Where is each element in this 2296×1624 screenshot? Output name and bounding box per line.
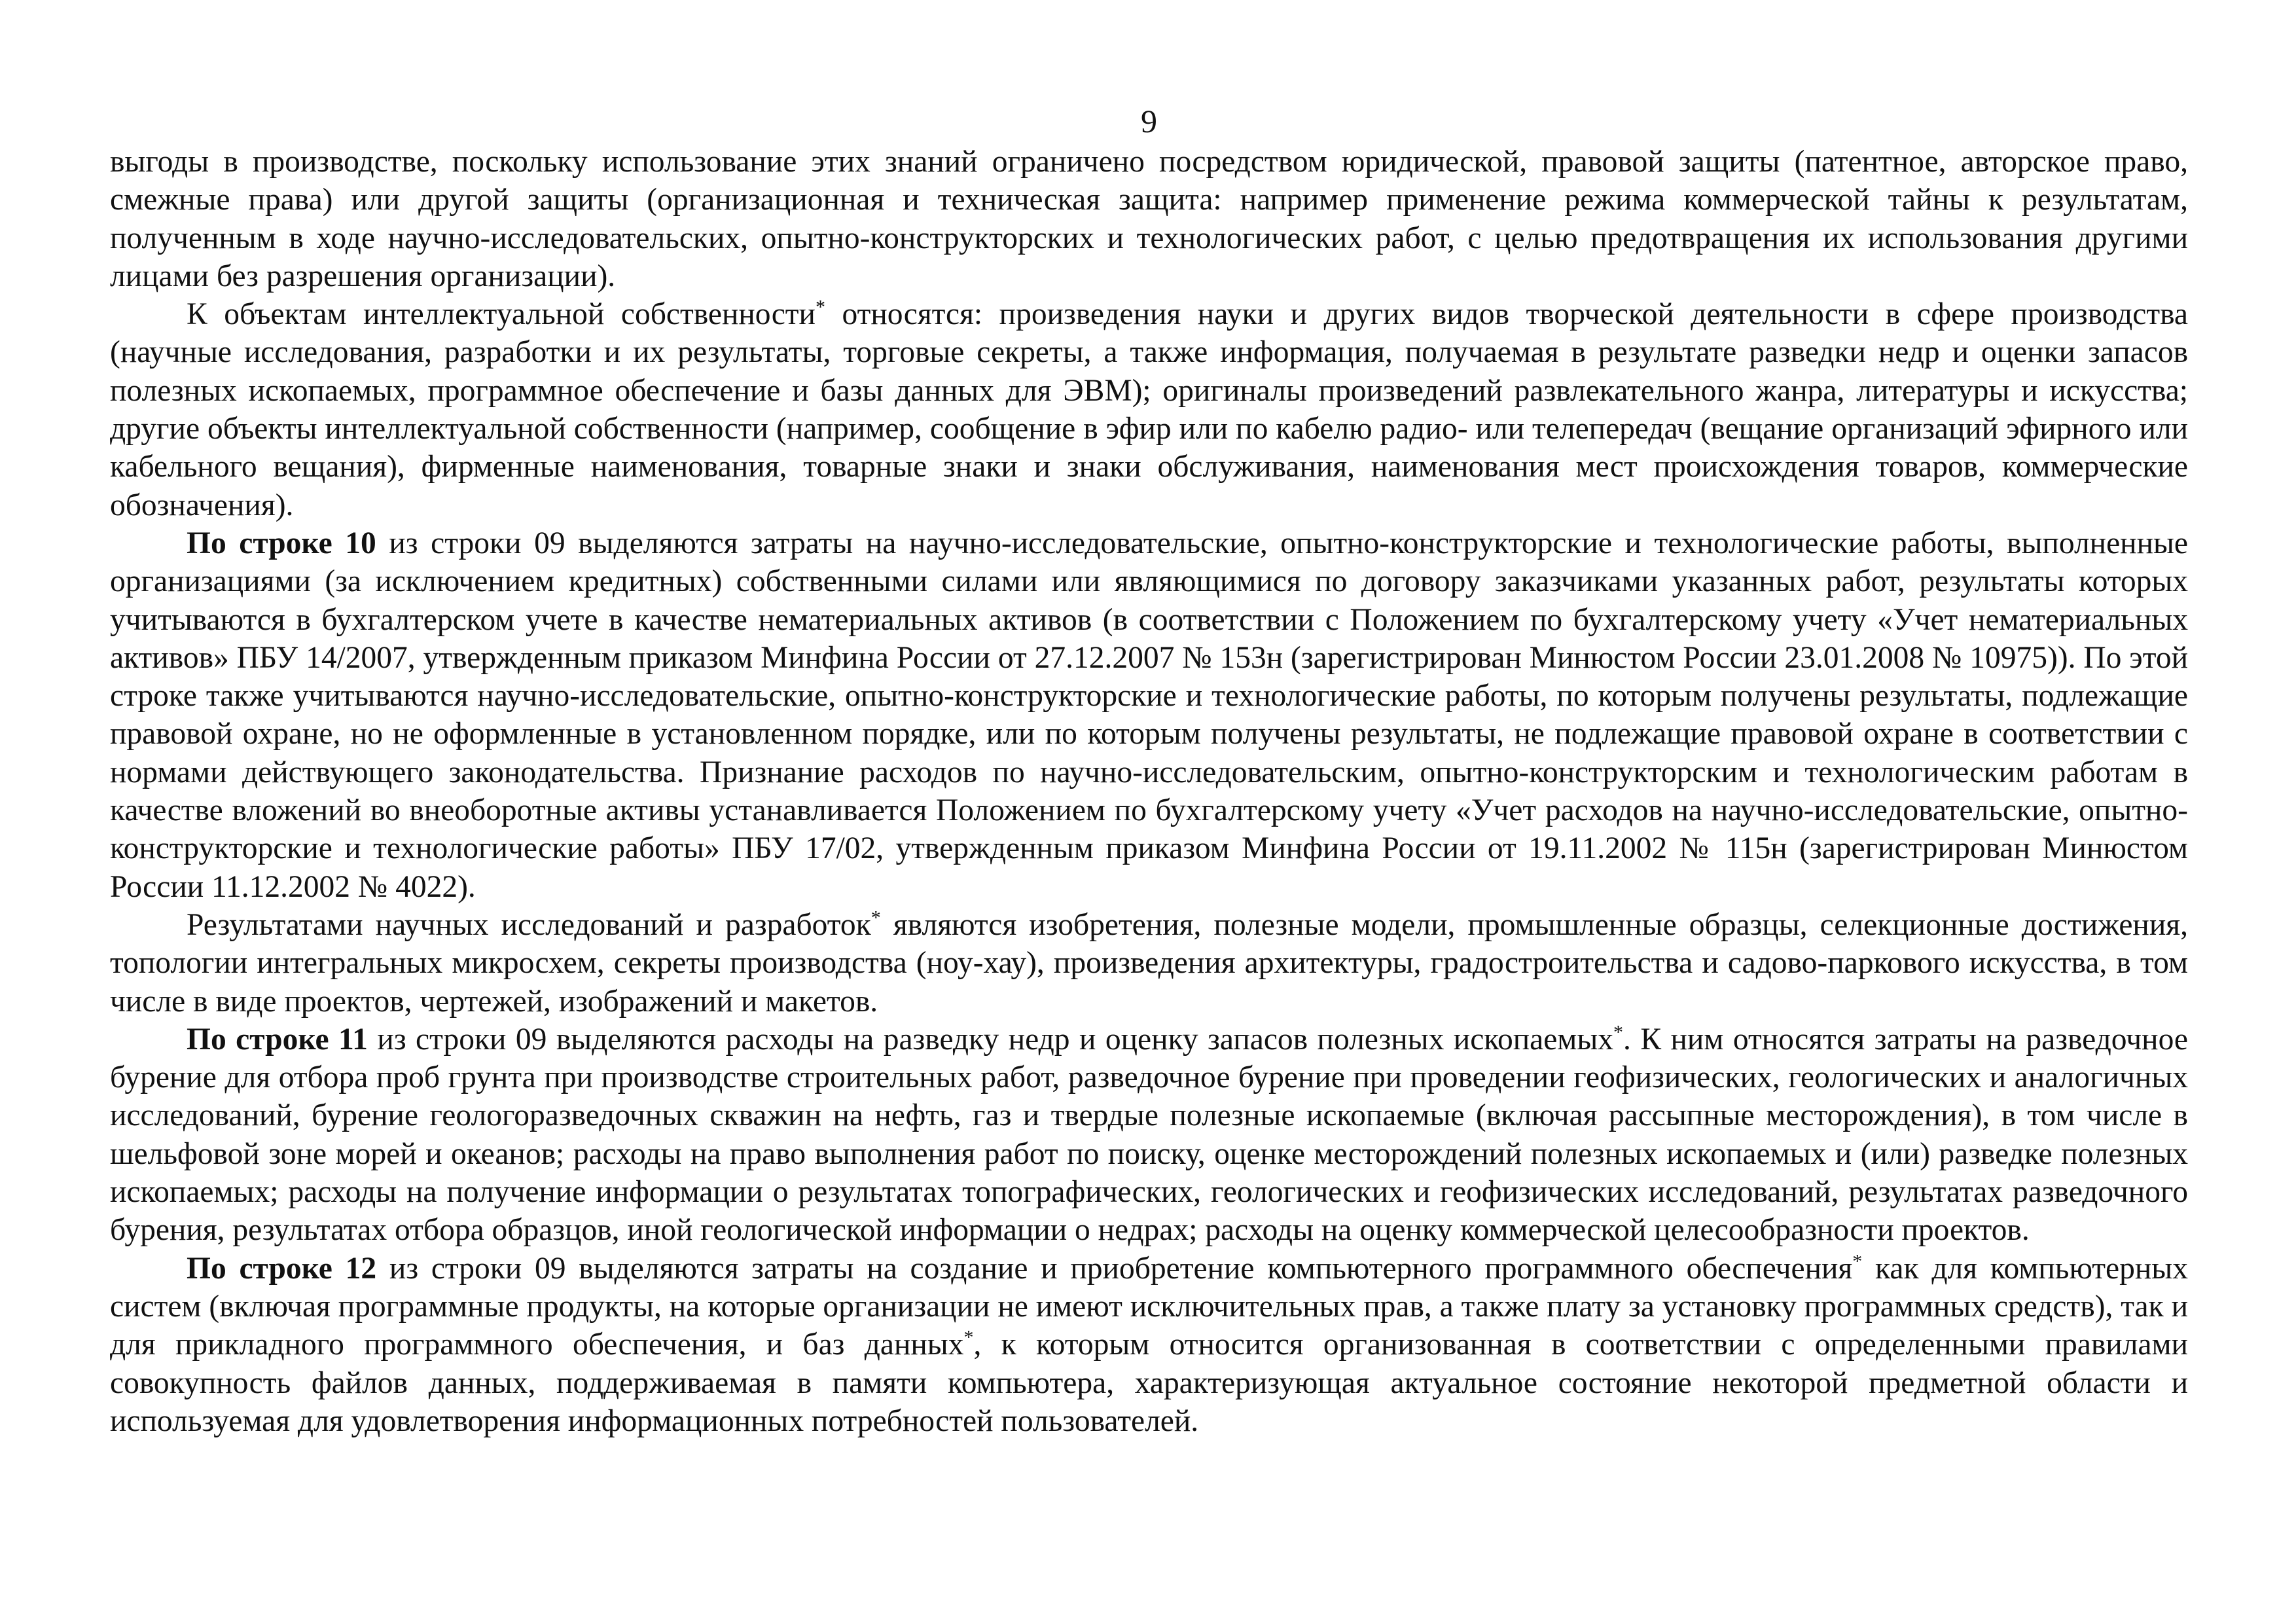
paragraph-line-12: [110, 1250, 2188, 1440]
paragraph-line-10: [110, 524, 2188, 906]
paragraph-intellectual-property-objects: [110, 295, 2188, 524]
paragraph-text: являются изобретения, полезные модели, промышленные образцы, селекционные достижения, топологии интегральных микросхем, секреты производства (ноу-хау), произведения архитектуры, градостроительства и садово-паркового искусства, в том числе в виде проектов, чертежей, изображений и макетов.: [110, 907, 2188, 1019]
footnote-mark: *: [1852, 1250, 1863, 1272]
paragraph-text: из строки 09 выделяются затраты на создание и приобретение компьютерного программного обеспечения: [376, 1251, 1853, 1286]
paragraph-research-results: [110, 906, 2188, 1020]
line-reference-bold: По строке 10: [187, 526, 376, 560]
paragraph-line-11: [110, 1020, 2188, 1250]
paragraph-intellectual-benefits: [110, 143, 2188, 295]
paragraph-text: как для компьютерных систем (включая программные продукты, на которые организации не имеют исключительных прав, а также плату за установку программных средств), так и для прикладного программного обеспечения, и баз данных: [110, 1251, 2188, 1362]
paragraph-text: из строки 09 выделяются затраты на научно-исследовательские, опытно-конструкторские и технологические работы, выполненные организациями (за исключением кредитных) собственными силами или являющимися по договору заказчиками указанных работ, результаты которых учитываются в бухгалтерском учете в качестве нематериальных активов (в соответствии с Положением по бухгалтерскому учету «Учет нематериальных активов» ПБУ 14/2007, утвержденным приказом Минфина России от 27.12.2007 № 153н (зарегистрирован Минюстом России 23.01.2008 № 10975)). По этой строке также учитываются научно-исследовательские, опытно-конструкторские и технологические работы, по которым получены результаты, подлежащие правовой охране, но не оформленные в установленном порядке, или по которым получены результаты, не подлежащие правовой охране в соответствии с нормами действующего законодательства. Признание расходов по научно-исследовательским, опытно-конструкторским и технологическим работам в качестве вложений во внеоборотные активы устанавливается Положением по бухгалтерскому учету «Учет расходов на научно-исследовательские, опытно-конструкторские и технологические работы» ПБУ 17/02, утвержденным приказом Минфина России от 19.11.2002 № 115н (зарегистрирован Минюстом России 11.12.2002 № 4022).: [110, 526, 2188, 904]
footnote-mark: *: [815, 296, 825, 318]
paragraph-text: относятся: произведения науки и других видов творческой деятельности в сфере производства (научные исследования, разработки и их результаты, торговые секреты, а также информация, получаемая в результате разведки недр и оценки запасов полезных ископаемых, программное обеспечение и базы данных для ЭВМ); оригиналы произведений развлекательного жанра, литературы и искусства; другие объекты интеллектуальной собственности (например, сообщение в эфир или по кабелю радио- или телепередач (вещание организаций эфирного или кабельного вещания), фирменные наименования, товарные знаки и знаки обслуживания, наименования мест происхождения товаров, коммерческие обозначения).: [110, 297, 2189, 522]
footnote-mark: *: [870, 907, 881, 929]
footnote-mark: *: [1613, 1021, 1623, 1043]
paragraph-text: . К ним относятся затраты на разведочное бурение для отбора проб грунта при производстве строительных работ, разведочное бурение при проведении геофизических, геологических и аналогичных исследований, бурение геологоразведочных скважин на нефть, газ и твердые полезные ископаемые (включая рассыпные месторождения), в том числе в шельфовой зоне морей и океанов; расходы на право выполнения работ по поиску, оценке месторождений полезных ископаемых и (или) разведке полезных ископаемых; расходы на получение информации о результатах топографических, геологических и геофизических исследований, результатах разведочного бурения, результатах отбора образцов, иной геологической информации о недрах; расходы на оценку коммерческой целесообразности проектов.: [110, 1022, 2188, 1248]
page-number: 9: [1141, 103, 1157, 139]
paragraph-text: , к которым относится организованная в соответствии с определенными правилами совокупность файлов данных, поддерживаемая в памяти компьютера, характеризующая актуальное состояние некоторой предметной области и используемая для удовлетворения информационных потребностей пользователей.: [110, 1327, 2188, 1438]
paragraph-text: К объектам интеллектуальной собственности: [187, 297, 816, 332]
paragraph-text: Результатами научных исследований и разработок: [187, 907, 871, 942]
line-reference-bold: По строке 11: [187, 1022, 368, 1056]
document-page: [110, 105, 2188, 1440]
footnote-mark: *: [963, 1326, 974, 1348]
line-reference-bold: По строке 12: [187, 1251, 377, 1286]
paragraph-text: выгоды в производстве, поскольку использование этих знаний ограничено посредством юридической, правовой защиты (патентное, авторское право, смежные права) или другой защиты (организационная и техническая защита: например применение режима коммерческой тайны к результатам, полученным в ходе научно-исследовательских, опытно-конструкторских и технологических работ, с целью предотвращения их использования другими лицами без разрешения организации).: [110, 145, 2188, 293]
paragraph-text: из строки 09 выделяются расходы на разведку недр и оценку запасов полезных ископаемых: [367, 1022, 1613, 1056]
